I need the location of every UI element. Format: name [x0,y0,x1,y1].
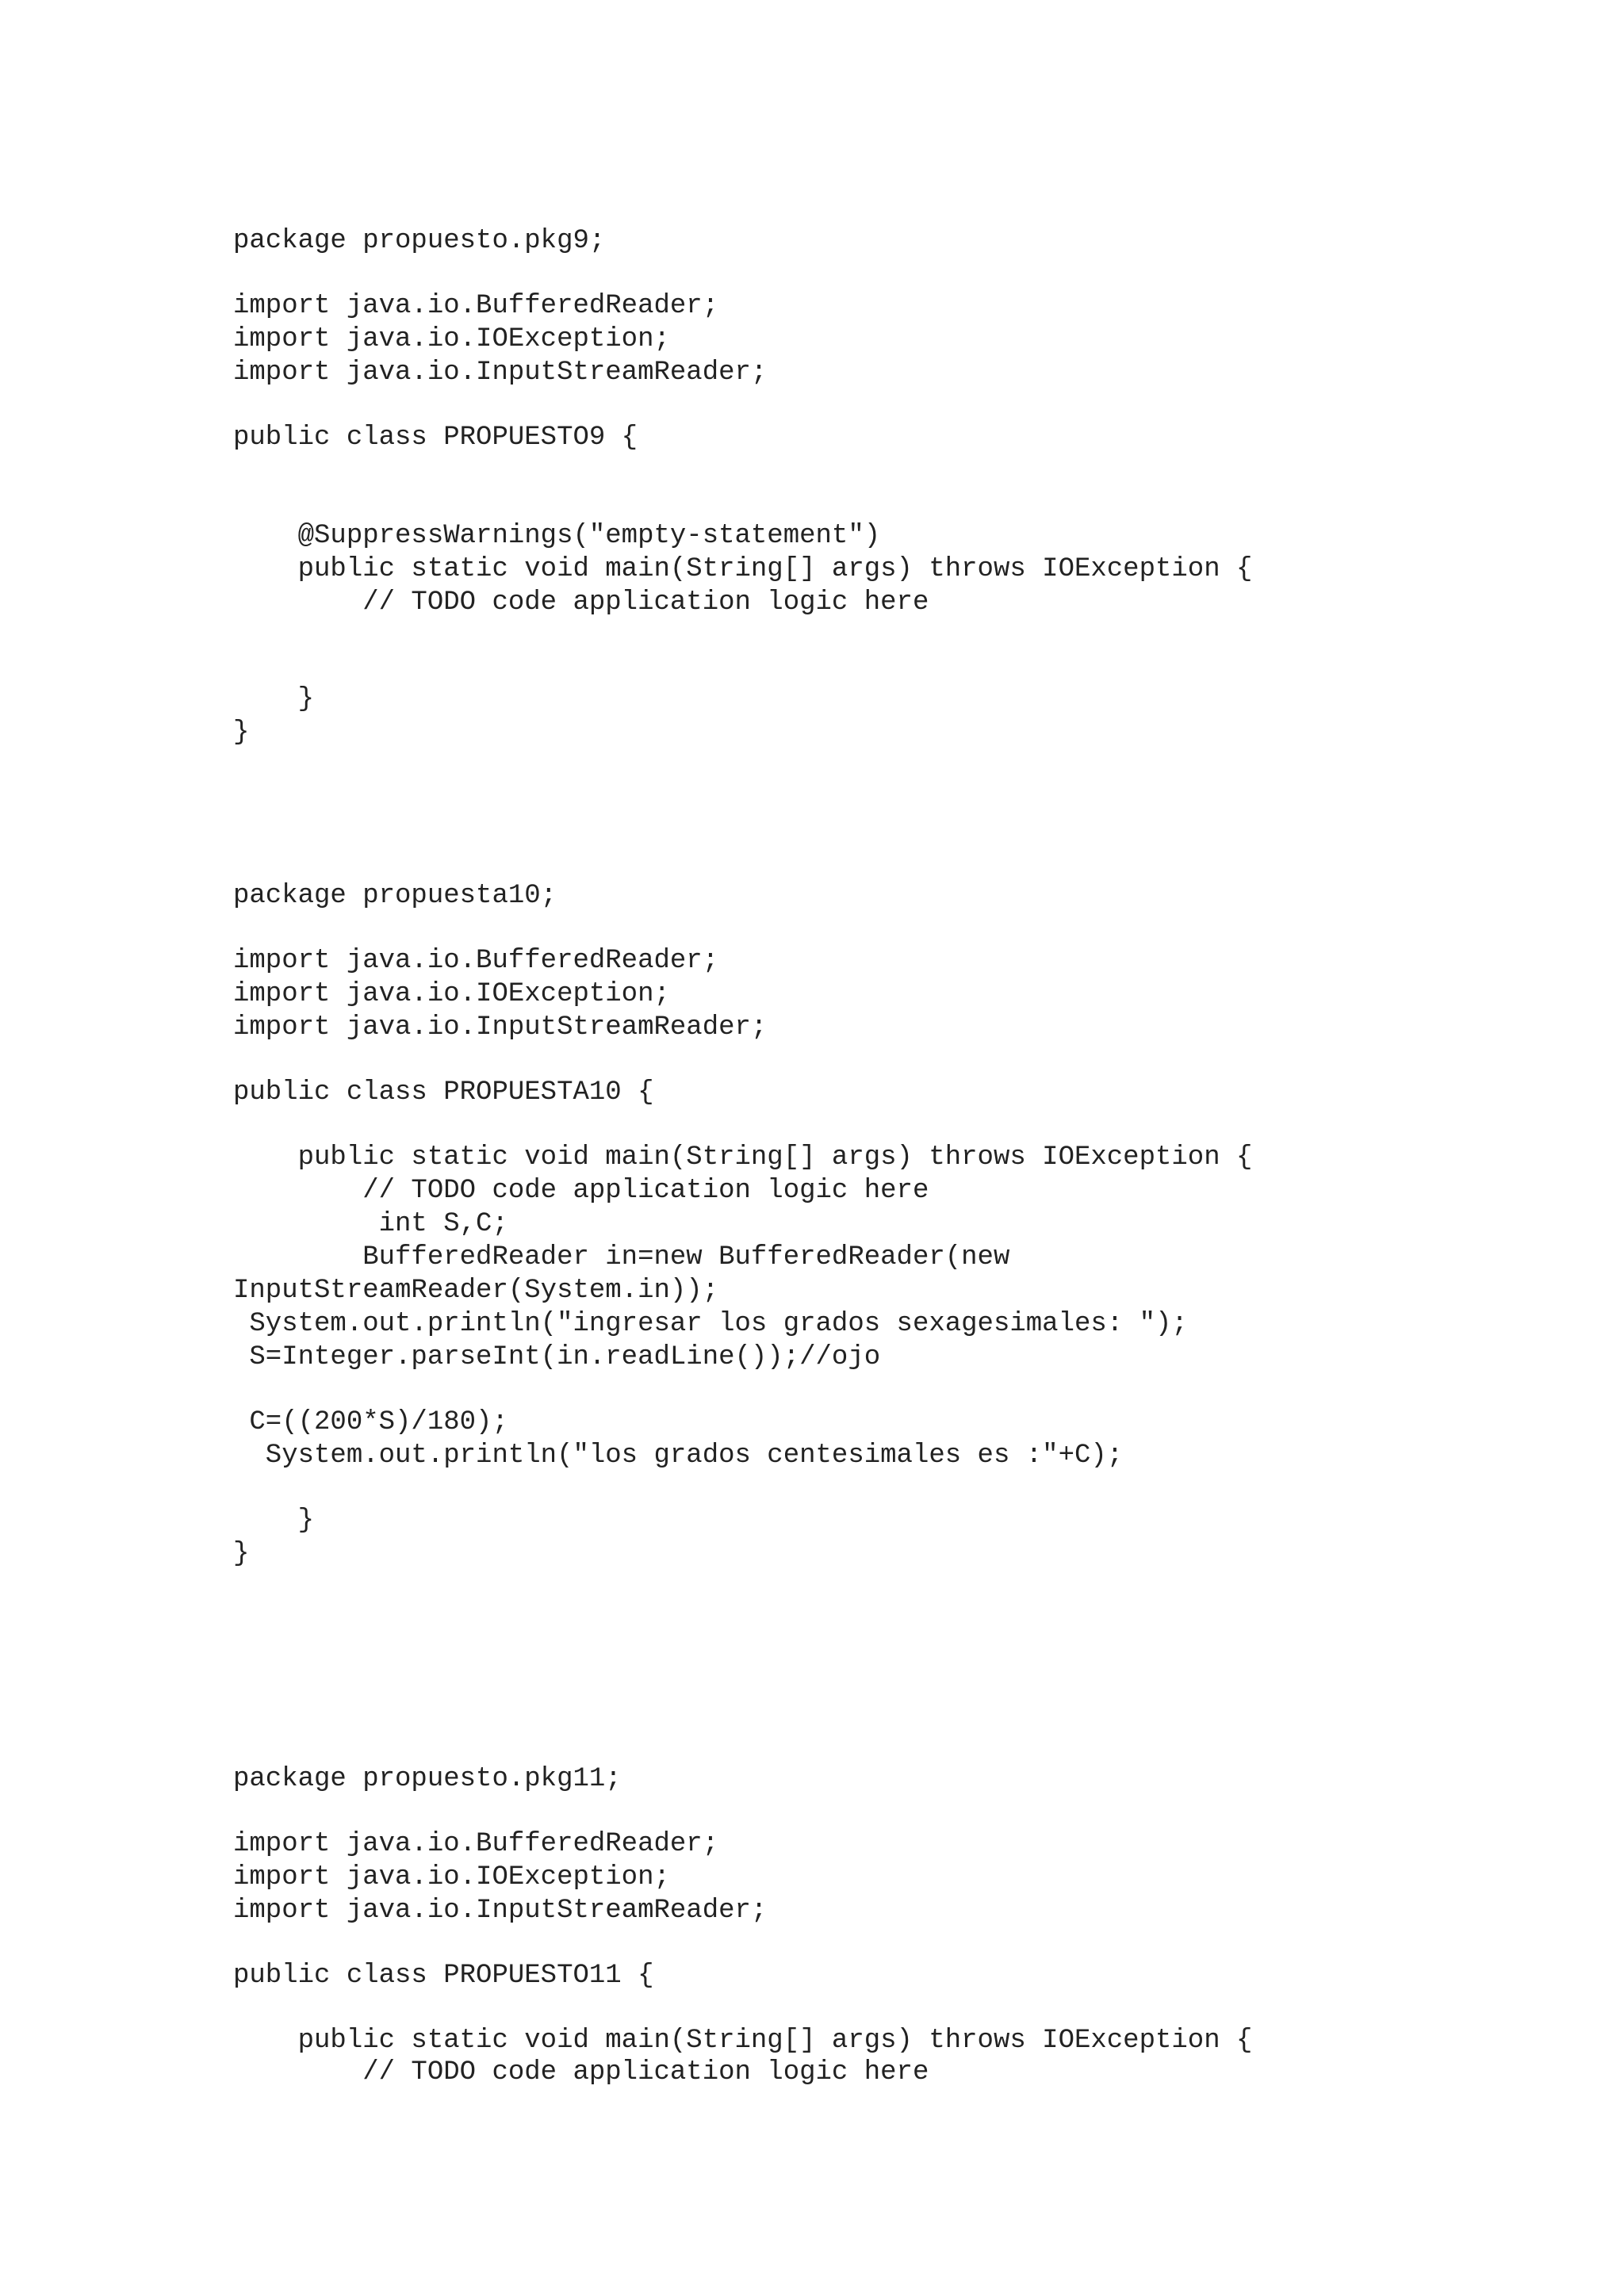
code-line: public class PROPUESTA10 { [233,1077,654,1108]
code-line: @SuppressWarnings("empty-statement") [233,521,881,551]
code-line: package propuesto.pkg9; [233,226,606,256]
code-line: // TODO code application logic here [233,2057,929,2087]
code-line: // TODO code application logic here [233,587,929,618]
code-line: public class PROPUESTO11 { [233,1961,654,1991]
code-line: import java.io.BufferedReader; [233,946,719,976]
code-line: public class PROPUESTO9 { [233,423,638,453]
code-line: import java.io.InputStreamReader; [233,1896,768,1926]
code-line: } [233,1539,250,1569]
code-line: public static void main(String[] args) throws IOException { [233,2026,1253,2056]
code-line: public static void main(String[] args) throws IOException { [233,554,1253,584]
code-line: import java.io.InputStreamReader; [233,1012,768,1043]
code-line: import java.io.InputStreamReader; [233,358,768,388]
code-line: C=((200*S)/180); [233,1407,508,1437]
code-line: package propuesto.pkg11; [233,1764,622,1794]
code-line: // TODO code application logic here [233,1176,929,1206]
code-line: S=Integer.parseInt(in.readLine());//ojo [233,1342,881,1372]
code-line: import java.io.BufferedReader; [233,291,719,321]
code-line: import java.io.IOException; [233,1862,670,1892]
code-line: } [233,718,250,748]
code-line: System.out.println("los grados centesimales es :"+C); [233,1441,1124,1471]
code-line: InputStreamReader(System.in)); [233,1276,719,1306]
code-line: import java.io.IOException; [233,979,670,1009]
code-line: int S,C; [233,1209,508,1239]
code-line: public static void main(String[] args) throws IOException { [233,1142,1253,1173]
code-line: import java.io.IOException; [233,324,670,354]
code-line: } [233,684,315,714]
code-line: import java.io.BufferedReader; [233,1829,719,1859]
code-line: package propuesta10; [233,881,557,911]
code-line: BufferedReader in=new BufferedReader(new [233,1242,1010,1272]
code-line: } [233,1506,315,1536]
code-line: System.out.println("ingresar los grados sexagesimales: "); [233,1309,1188,1339]
